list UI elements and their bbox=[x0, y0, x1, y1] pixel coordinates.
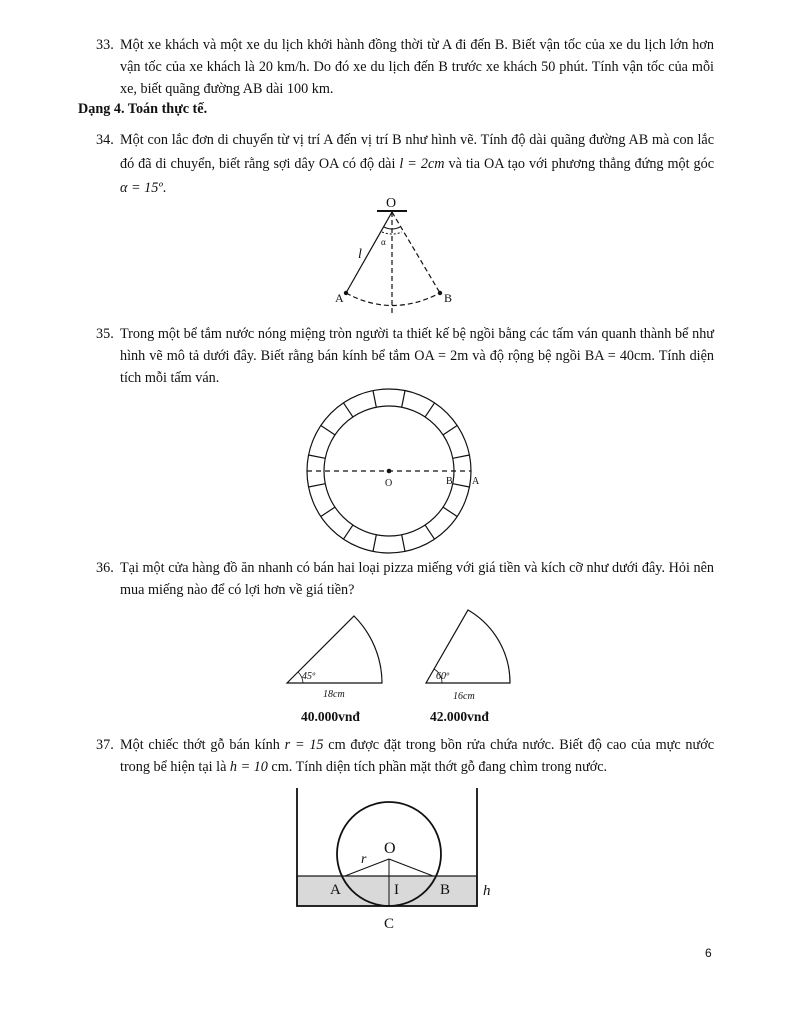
height-expression: h = 10 bbox=[229, 759, 268, 775]
pizza-1-angle: 45º bbox=[302, 671, 316, 682]
label-c: C bbox=[384, 916, 395, 932]
question-number: 37. bbox=[96, 737, 114, 753]
label-a: A bbox=[335, 291, 344, 305]
pizza-2-angle: 60º bbox=[436, 671, 450, 682]
label-b: B bbox=[446, 476, 453, 487]
label-b: B bbox=[440, 882, 451, 898]
question-number: 35. bbox=[96, 326, 114, 342]
question-37: 37. Một chiếc thớt gỗ bán kính r = 15 cm được đặt trong bồn rửa chứa nước. Biết độ cao của mực nước trong bể hiện tại là h = 10 cm. Tính diện tích phần mặt thớt gỗ đang chìm trong nước. bbox=[120, 734, 714, 778]
label-i: I bbox=[394, 882, 399, 898]
segment-ob bbox=[389, 859, 433, 876]
radius-oa bbox=[345, 859, 389, 876]
label-o: O bbox=[384, 840, 396, 857]
label-l: l bbox=[358, 247, 362, 262]
label-o: O bbox=[386, 196, 397, 211]
label-r: r bbox=[361, 852, 367, 867]
label-h: h bbox=[483, 883, 491, 899]
pizza-1-size: 18cm bbox=[323, 689, 345, 700]
length-expression: l = 2cm bbox=[399, 156, 445, 172]
radius-expression: r = 15 bbox=[284, 737, 324, 753]
question-number: 33. bbox=[96, 37, 114, 53]
pizza-2-size: 16cm bbox=[453, 691, 475, 702]
question-text: Tại một cửa hàng đồ ăn nhanh có bán hai loại pizza miếng với giá tiền và kích cỡ như dưới đây. Hỏi nên mua miếng nào để có lợi hơn về giá tiền? bbox=[120, 560, 714, 598]
question-text: Một xe khách và một xe du lịch khởi hành đồng thời từ A đi đến B. Biết vận tốc của xe du lịch lớn hơn vận tốc của xe khách là 20 km/h. Do đó xe du lịch đến B trước xe khách 50 phút. Tính vận tốc của mỗi xe, biết quãng đường AB dài 100 km. bbox=[120, 37, 714, 97]
label-o: O bbox=[385, 478, 393, 489]
section-title: Dạng 4. Toán thực tế. bbox=[78, 101, 208, 117]
question-text: Trong một bể tắm nước nóng miệng tròn người ta thiết kế bệ ngồi bằng các tấm ván quanh thành bể như hình vẽ mô tả dưới đây. Biết rằng bán kính bể tắm OA = 2m và độ rộng bệ ngồi BA = 40cm. Tính diện tích mỗi tấm ván. bbox=[120, 326, 714, 386]
page-number: 6 bbox=[705, 946, 712, 960]
question-34: 34. Một con lắc đơn di chuyển từ vị trí A đến vị trí B như hình vẽ. Tính độ dài quãng đường AB mà con lắc đó đã di chuyển, biết rằng sợi dây OA có độ dài l = 2cm và tia OA tạo với phương thẳng đứng một góc α = 15º. bbox=[120, 128, 714, 200]
label-a: A bbox=[472, 476, 480, 487]
pizza-1-price: 40.000vnđ bbox=[301, 709, 360, 724]
question-number: 36. bbox=[96, 560, 114, 576]
pizza-2-price: 42.000vnđ bbox=[430, 709, 489, 724]
label-alpha: α bbox=[381, 237, 386, 247]
question-text: Một chiếc thớt gỗ bán kính bbox=[120, 737, 285, 753]
label-b: B bbox=[444, 291, 453, 305]
label-a: A bbox=[330, 882, 341, 898]
question-number: 34. bbox=[96, 132, 114, 148]
angle-expression: α = 15º bbox=[120, 180, 163, 196]
question-text: Một con lắc đơn di chuyển từ vị trí A đến vị trí B như hình vẽ. Tính độ dài quãng đường AB mà con lắc đó đã di chuyển, biết rằng sợi dây OA có độ dài bbox=[120, 132, 714, 172]
